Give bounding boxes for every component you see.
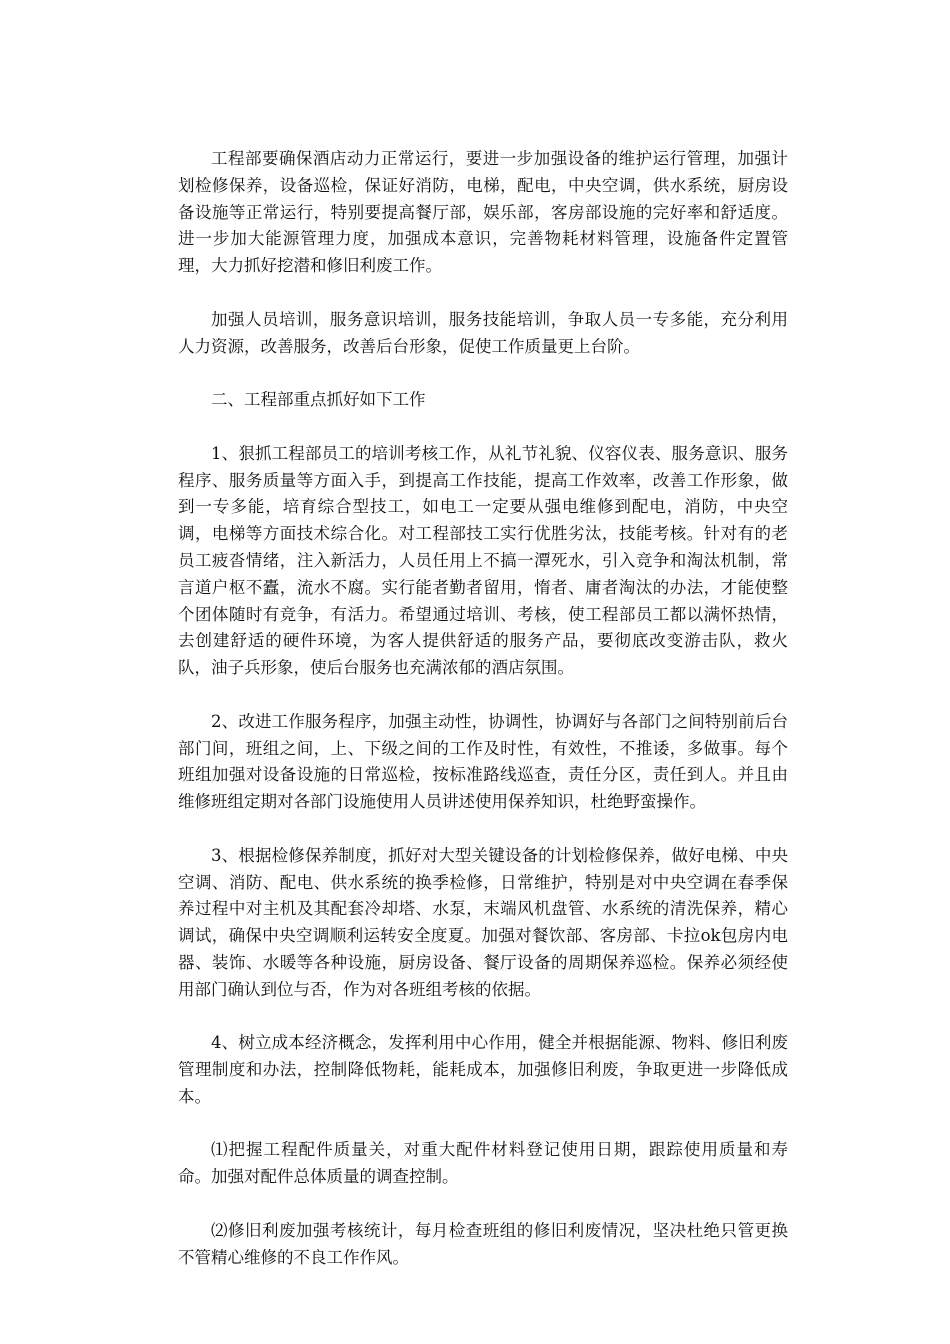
section-heading-key-work: 二、工程部重点抓好如下工作 <box>211 390 426 410</box>
paragraph-item-4: 4、树立成本经济概念，发挥利用中心作用，健全并根据能源、物料、修旧利废管理制度和办法，控制降低物耗，能耗成本，加强修旧利废，争取更进一步降低成本。 <box>178 1033 788 1106</box>
paragraph-subitem-1: ⑴把握工程配件质量关，对重大配件材料登记使用日期，跟踪使用质量和寿命。加强对配件总体质量的调查控制。 <box>178 1140 788 1187</box>
paragraph-staff-training: 加强人员培训，服务意识培训，服务技能培训，争取人员一专多能，充分利用人力资源，改善服务，改善后台形象，促使工作质量更上台阶。 <box>178 309 788 356</box>
paragraph-engineering-operations: 工程部要确保酒店动力正常运行，要进一步加强设备的维护运行管理，加强计划检修保养，设备巡检，保证好消防，电梯，配电，中央空调，供水系统，厨房设备设施等正常运行，特别要提高餐厅部，娱乐部，客房部设施的完好率和舒适度。进一步加大能源管理力度，加强成本意识，完善物耗材料管理，设施备件定置管理，大力抓好挖潜和修旧利废工作。 <box>178 149 788 276</box>
paragraph-item-2: 2、改进工作服务程序，加强主动性，协调性，协调好与各部门之间特别前后台部门间，班组之间，上、下级之间的工作及时性，有效性，不推诿，多做事。每个班组加强对设备设施的日常巡检，按标准路线巡查，责任分区，责任到人。并且由维修班组定期对各部门设施使用人员讲述使用保养知识，杜绝野蛮操作。 <box>178 711 788 812</box>
paragraph-item-3: 3、根据检修保养制度，抓好对大型关键设备的计划检修保养，做好电梯、中央空调、消防、配电、供水系统的换季检修，日常维护，特别是对中央空调在春季保养过程中对主机及其配套冷却塔、水泵，末端风机盘管、水系统的清洗保养，精心调试，确保中央空调顺利运转安全度夏。加强对餐饮部、客房部、卡拉ok包房内电器、装饰、水暖等各种设施，厨房设备、餐厅设备的周期保养巡检。保养必须经使用部门确认到位与否，作为对各班组考核的依据。 <box>178 845 788 999</box>
paragraph-subitem-2: ⑵修旧利废加强考核统计，每月检查班组的修旧利废情况，坚决杜绝只管更换不管精心维修的不良工作作风。 <box>178 1220 788 1267</box>
document-body <box>178 146 788 1298</box>
paragraph-item-1: 1、狠抓工程部员工的培训考核工作，从礼节礼貌、仪容仪表、服务意识、服务程序、服务质量等方面入手，到提高工作技能，提高工作效率，改善工作形象，做到一专多能，培育综合型技工，如电工一定要从强电维修到配电，消防，中央空调，电梯等方面技术综合化。对工程部技工实行优胜劣汰，技能考核。针对有的老员工疲沓情绪，注入新活力，人员任用上不搞一潭死水，引入竞争和淘汰机制，常言道户枢不蠹，流水不腐。实行能者勤者留用，惰者、庸者淘汰的办法，才能使整个团体随时有竞争，有活力。希望通过培训、考核，使工程部员工都以满怀热情，去创建舒适的硬件环境，为客人提供舒适的服务产品，要彻底改变游击队，救火队，油子兵形象，使后台服务也充满浓郁的酒店氛围。 <box>178 443 788 678</box>
